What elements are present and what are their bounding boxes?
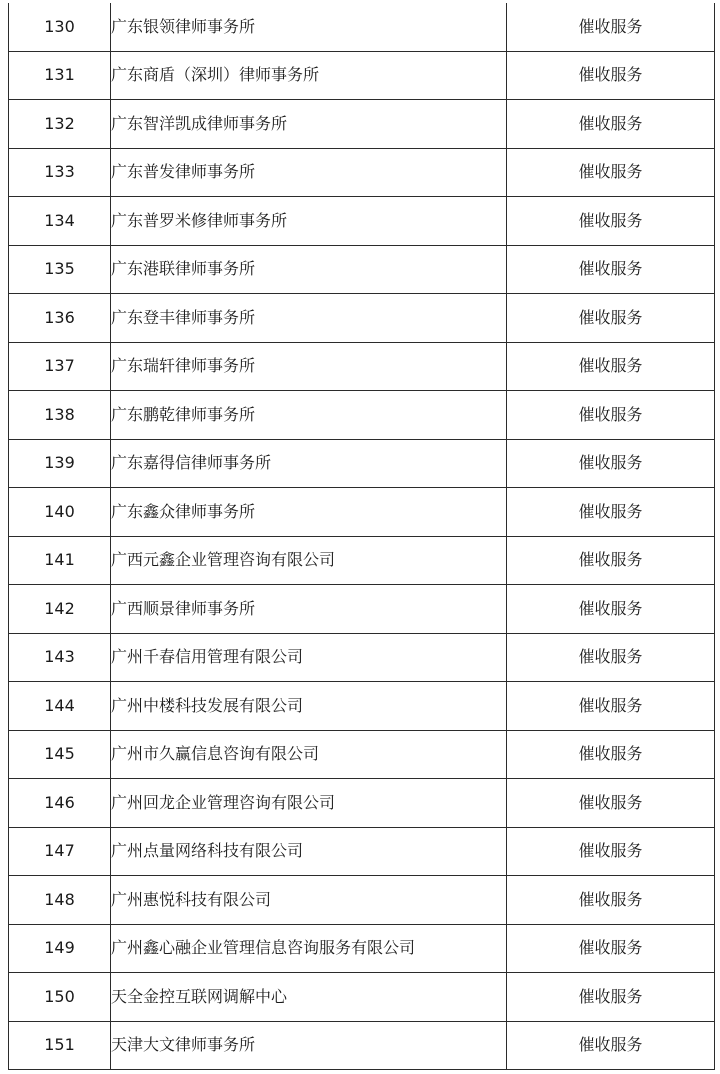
agency-name: 广东瑞轩律师事务所 [111, 342, 507, 391]
agency-name: 广东鑫众律师事务所 [111, 488, 507, 537]
table-row [9, 391, 715, 440]
service-type: 催收服务 [507, 439, 715, 488]
row-number: 141 [9, 536, 111, 585]
agency-name: 广州点量网络科技有限公司 [111, 827, 507, 876]
table-row [9, 197, 715, 246]
row-number: 147 [9, 827, 111, 876]
service-type: 催收服务 [507, 973, 715, 1022]
table-row [9, 633, 715, 682]
row-number: 131 [9, 51, 111, 100]
agency-name: 广州回龙企业管理咨询有限公司 [111, 779, 507, 828]
service-type: 催收服务 [507, 148, 715, 197]
service-type: 催收服务 [507, 876, 715, 925]
table-row [9, 827, 715, 876]
service-type: 催收服务 [507, 488, 715, 537]
row-number: 139 [9, 439, 111, 488]
row-number: 150 [9, 973, 111, 1022]
service-type: 催收服务 [507, 51, 715, 100]
table-row [9, 876, 715, 925]
service-type: 催收服务 [507, 197, 715, 246]
agency-name: 广州中楼科技发展有限公司 [111, 682, 507, 731]
service-type: 催收服务 [507, 3, 715, 51]
row-number: 145 [9, 730, 111, 779]
agency-name: 广州惠悦科技有限公司 [111, 876, 507, 925]
table-row [9, 488, 715, 537]
table-row [9, 585, 715, 634]
agency-name: 广东普罗米修律师事务所 [111, 197, 507, 246]
row-number: 143 [9, 633, 111, 682]
table-row [9, 294, 715, 343]
agency-name: 广东智洋凯成律师事务所 [111, 100, 507, 149]
agency-table [8, 3, 715, 1070]
row-number: 149 [9, 924, 111, 973]
row-number: 137 [9, 342, 111, 391]
agency-name: 广东银领律师事务所 [111, 3, 507, 51]
row-number: 140 [9, 488, 111, 537]
table-row [9, 682, 715, 731]
service-type: 催收服务 [507, 1021, 715, 1070]
table-row [9, 536, 715, 585]
table-row [9, 730, 715, 779]
row-number: 151 [9, 1021, 111, 1070]
row-number: 135 [9, 245, 111, 294]
service-type: 催收服务 [507, 730, 715, 779]
table-row [9, 973, 715, 1022]
table-row [9, 245, 715, 294]
row-number: 134 [9, 197, 111, 246]
service-type: 催收服务 [507, 779, 715, 828]
row-number: 133 [9, 148, 111, 197]
agency-name: 广东普发律师事务所 [111, 148, 507, 197]
service-type: 催收服务 [507, 100, 715, 149]
service-type: 催收服务 [507, 924, 715, 973]
agency-name: 广州千春信用管理有限公司 [111, 633, 507, 682]
service-type: 催收服务 [507, 342, 715, 391]
table-row [9, 779, 715, 828]
row-number: 144 [9, 682, 111, 731]
service-type: 催收服务 [507, 585, 715, 634]
row-number: 132 [9, 100, 111, 149]
service-type: 催收服务 [507, 245, 715, 294]
agency-name: 广西元鑫企业管理咨询有限公司 [111, 536, 507, 585]
agency-name: 广东登丰律师事务所 [111, 294, 507, 343]
row-number: 146 [9, 779, 111, 828]
agency-table-body [9, 3, 715, 1070]
service-type: 催收服务 [507, 827, 715, 876]
agency-name: 广东鹏乾律师事务所 [111, 391, 507, 440]
table-row [9, 148, 715, 197]
agency-name: 广州鑫心融企业管理信息咨询服务有限公司 [111, 924, 507, 973]
table-row [9, 3, 715, 51]
agency-name: 广东嘉得信律师事务所 [111, 439, 507, 488]
service-type: 催收服务 [507, 391, 715, 440]
service-type: 催收服务 [507, 536, 715, 585]
agency-name: 天全金控互联网调解中心 [111, 973, 507, 1022]
table-row [9, 342, 715, 391]
row-number: 148 [9, 876, 111, 925]
table-row [9, 1021, 715, 1070]
service-type: 催收服务 [507, 294, 715, 343]
row-number: 136 [9, 294, 111, 343]
agency-name: 天津大文律师事务所 [111, 1021, 507, 1070]
table-row [9, 924, 715, 973]
agency-name: 广东商盾（深圳）律师事务所 [111, 51, 507, 100]
table-row [9, 100, 715, 149]
service-type: 催收服务 [507, 633, 715, 682]
service-type: 催收服务 [507, 682, 715, 731]
table-row [9, 439, 715, 488]
row-number: 138 [9, 391, 111, 440]
agency-name: 广西顺景律师事务所 [111, 585, 507, 634]
table-row [9, 51, 715, 100]
row-number: 130 [9, 3, 111, 51]
row-number: 142 [9, 585, 111, 634]
agency-name: 广东港联律师事务所 [111, 245, 507, 294]
agency-name: 广州市久赢信息咨询有限公司 [111, 730, 507, 779]
